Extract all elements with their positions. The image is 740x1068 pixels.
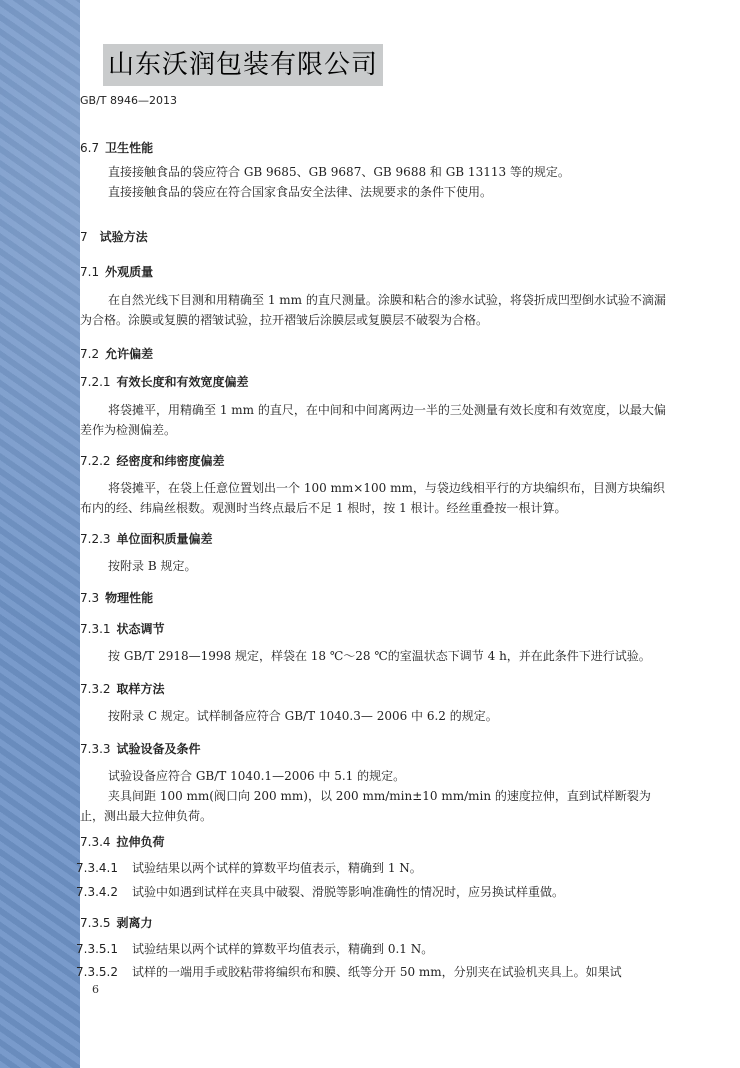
section-heading-6-7: 6.7 卫生性能: [80, 141, 154, 155]
paragraph: 夹具间距 100 mm(阀口向 200 mm)，以 200 mm/min±10 mm/min 的速度拉伸，直到试样断裂为止，测出最大拉伸负荷。: [80, 789, 651, 823]
section-heading-7-1: 7.1 外观质量: [80, 265, 154, 279]
section-heading-7-3-5: 7.3.5 剥离力: [80, 916, 153, 930]
section-heading-7-2-1: 7.2.1 有效长度和有效宽度偏差: [80, 375, 249, 389]
numbered-item: 7.3.4.1 试验结果以两个试样的算数平均值表示，精确到 1 N。: [76, 861, 422, 875]
page-number: 6: [92, 983, 99, 996]
paragraph: 直接接触食品的袋应符合 GB 9685、GB 9687、GB 9688 和 GB 13113 等的规定。: [108, 165, 570, 179]
numbered-item: 7.3.4.2 试验中如遇到试样在夹具中破裂、滑脱等影响准确性的情况时，应另换试样重做。: [76, 885, 565, 899]
paragraph: 将袋摊平，在袋上任意位置划出一个 100 mm×100 mm，与袋边线相平行的方块编织布，目测方块编织布内的经、纬扁丝根数。观测时当终点最后不足 1 根时，按 1 根计。经丝重叠按一根计算。: [80, 481, 665, 515]
section-heading-7-2: 7.2 允许偏差: [80, 347, 154, 361]
paragraph: 按 GB/T 2918—1998 规定，样袋在 18 ℃～28 ℃的室温状态下调节 4 h，并在此条件下进行试验。: [108, 649, 651, 663]
numbered-item: 7.3.5.2 试样的一端用手或胶粘带将编织布和膜、纸等分开 50 mm，分别夹在试验机夹具上。如果试: [76, 965, 622, 979]
section-heading-7-2-3: 7.2.3 单位面积质量偏差: [80, 532, 213, 546]
standard-code: GB/T 8946—2013: [80, 94, 177, 107]
paragraph: 按附录 C 规定。试样制备应符合 GB/T 1040.3— 2006 中 6.2 的规定。: [108, 709, 498, 723]
section-heading-7-2-2: 7.2.2 经密度和纬密度偏差: [80, 454, 225, 468]
paragraph: 在自然光线下目测和用精确至 1 mm 的直尺测量。涂膜和粘合的渗水试验，将袋折成凹型倒水试验不滴漏为合格。涂膜或复膜的褶皱试验，拉开褶皱后涂膜层或复膜层不破裂为合格。: [80, 293, 666, 327]
section-heading-7-3-2: 7.3.2 取样方法: [80, 682, 165, 696]
section-heading-7-3-4: 7.3.4 拉伸负荷: [80, 835, 165, 849]
paragraph: 直接接触食品的袋应在符合国家食品安全法律、法规要求的条件下使用。: [108, 185, 493, 199]
company-banner: 山东沃润包装有限公司: [103, 44, 383, 86]
section-heading-7: 7 试验方法: [80, 230, 148, 244]
section-heading-7-3: 7.3 物理性能: [80, 591, 154, 605]
paragraph: 按附录 B 规定。: [108, 559, 197, 573]
section-heading-7-3-1: 7.3.1 状态调节: [80, 622, 165, 636]
numbered-item: 7.3.5.1 试验结果以两个试样的算数平均值表示，精确到 0.1 N。: [76, 942, 434, 956]
paragraph: 试验设备应符合 GB/T 1040.1—2006 中 5.1 的规定。: [108, 769, 406, 783]
section-heading-7-3-3: 7.3.3 试验设备及条件: [80, 742, 201, 756]
paragraph: 将袋摊平，用精确至 1 mm 的直尺，在中间和中间离两边一半的三处测量有效长度和有效宽度，以最大偏差作为检测偏差。: [80, 403, 666, 437]
